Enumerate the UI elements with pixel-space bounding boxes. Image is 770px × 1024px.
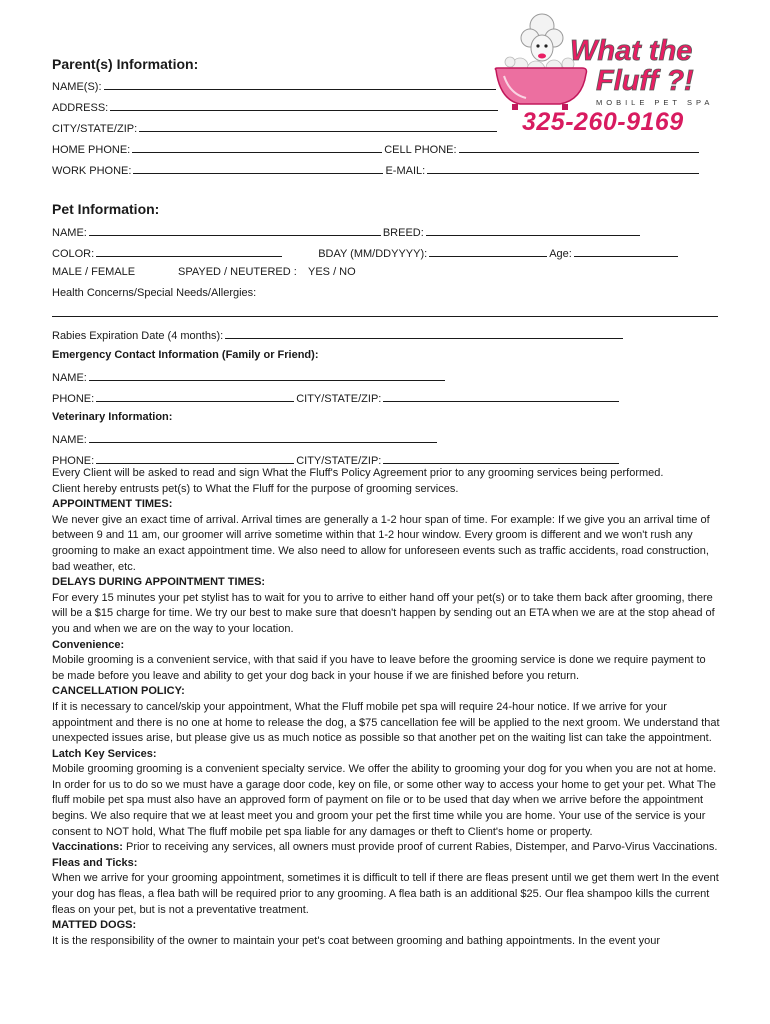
fleas-heading: Fleas and Ticks: <box>52 856 138 869</box>
appointment-times-heading: APPOINTMENT TIMES: <box>52 498 173 511</box>
email-field[interactable] <box>427 163 699 174</box>
vaccinations-heading: Vaccinations: <box>52 841 123 854</box>
color-row <box>52 246 680 260</box>
vet-name-field[interactable] <box>89 432 437 443</box>
health-field[interactable] <box>52 316 718 317</box>
spayed-options[interactable]: YES / NO <box>308 266 356 278</box>
pet-name-label: NAME: <box>52 227 87 239</box>
pet-name-field[interactable] <box>89 225 381 236</box>
matted-heading: MATTED DOGS: <box>52 919 137 932</box>
emergency-title: Emergency Contact Information (Family or Friend): <box>52 349 319 361</box>
address-label: ADDRESS: <box>52 102 109 114</box>
parent-name-label: NAME(S): <box>52 81 102 93</box>
matted-text: It is the responsibility of the owner to maintain your pet's coat between grooming and bathing appointments. In the event your <box>52 934 661 947</box>
convenience-heading: Convenience: <box>52 638 125 651</box>
home-phone-label: HOME PHONE: <box>52 144 131 156</box>
vaccinations-paragraph <box>52 840 720 856</box>
convenience-text: Mobile grooming is a convenient service, with that said if you have to leave before the grooming service is done we require payment to be made before you leave and ability to get your dog back in your house if we are finished before you return. <box>52 654 706 682</box>
work-phone-row <box>52 163 701 177</box>
emergency-name-field[interactable] <box>89 370 445 381</box>
phone-number: 325-260-9169 <box>522 108 684 136</box>
parents-section-title: Parent(s) Information: <box>52 56 199 72</box>
emergency-name-label: NAME: <box>52 372 87 384</box>
vaccinations-text: Prior to receiving any services, all owners must provide proof of current Rabies, Distemper, and Parvo-Virus Vaccinations. <box>122 841 718 854</box>
brand-line2: Fluff ?! <box>596 65 694 97</box>
age-label: Age: <box>549 248 572 260</box>
work-phone-field[interactable] <box>133 163 383 174</box>
vet-title: Veterinary Information: <box>52 411 173 423</box>
bday-field[interactable] <box>429 246 547 257</box>
sex-row <box>52 266 356 278</box>
rabies-row <box>52 328 625 342</box>
emergency-city-field[interactable] <box>383 391 619 402</box>
parent-city-row <box>52 121 499 135</box>
vet-name-label: NAME: <box>52 434 87 446</box>
fleas-text: When we arrive for your grooming appointment, sometimes it is difficult to tell if there are fleas present until we get them wert In the event your dog has fleas, a flea bath will be required prior to any grooming. A flea bath is an additional $25. Our flea shampoo kills the current fleas on your pet, but is not a preventative treatment. <box>52 872 719 916</box>
health-row <box>52 287 256 299</box>
vet-phone-label: PHONE: <box>52 455 95 467</box>
breed-label: BREED: <box>382 227 424 239</box>
pet-section-title: Pet Information: <box>52 201 160 217</box>
work-phone-label: WORK PHONE: <box>52 165 132 177</box>
address-field[interactable] <box>110 100 498 111</box>
emergency-city-label: CITY/STATE/ZIP: <box>296 393 382 405</box>
parent-name-row <box>52 79 498 93</box>
brand-tagline: MOBILE PET SPA <box>596 98 714 107</box>
parent-city-field[interactable] <box>139 121 497 132</box>
latch-key-text: Mobile grooming grooming is a convenient specialty service. We offer the ability to grooming your dog for you when you are not at home. In order for us to do so we must have a garage door code, key on file, or some other way to access your home to get your pet. What The fluff mobile pet spa must also have an approved form of payment on file or to be used that day when we arrive before the appointment begins. We also require that we at least meet you and groom your pet the first time while you are home. Your use of the service is your consent to NOT hold, What The fluff mobile pet spa liable for any damages or theft to Client's home or property. <box>52 763 717 838</box>
cancellation-text: If it is necessary to cancel/skip your appointment, What the Fluff mobile pet spa will require 24-hour notice. If we arrive for your appointment and there is no one at home to release the dog, a $75 cancellation fee will be applied to the next groom. We understand that unexpected issues arise, but please give us as much notice as possible so that another pet on the waiting list can take the appointment. <box>52 700 720 745</box>
email-label: E-MAIL: <box>385 165 426 177</box>
home-phone-row <box>52 142 701 156</box>
appointment-times-text: We never give an exact time of arrival. Arrival times are generally a 1-2 hour span of time. For example: If we give you an arrival time of between 9 and 11 am, our groomer will arrive sometime within that 1-2 hour window. Every groom is different and we won't rush any grooming to make an exact appointment time. We also need to allow for unforeseen events such as traffic accidents, road construction, bad weather, etc. <box>52 513 710 573</box>
sex-options[interactable]: MALE / FEMALE <box>52 266 136 278</box>
vet-phone-field[interactable] <box>96 453 294 464</box>
cell-phone-label: CELL PHONE: <box>384 144 457 156</box>
color-label: COLOR: <box>52 248 95 260</box>
policy-intro-1: Every Client will be asked to read and sign What the Fluff's Policy Agreement prior to any grooming services being performed. <box>52 467 664 479</box>
color-field[interactable] <box>96 246 282 257</box>
parent-name-field[interactable] <box>104 79 496 90</box>
rabies-label: Rabies Expiration Date (4 months): <box>52 330 224 342</box>
vet-city-label: CITY/STATE/ZIP: <box>296 455 382 467</box>
emergency-name-row <box>52 370 447 384</box>
policy-intro-2: Client hereby entrusts pet(s) to What the Fluff for the purpose of grooming services. <box>52 482 459 495</box>
spayed-label: SPAYED / NEUTERED : <box>178 266 297 278</box>
policy-block <box>52 466 720 949</box>
vet-phone-row <box>52 453 621 467</box>
cancellation-heading: CANCELLATION POLICY: <box>52 685 185 698</box>
breed-field[interactable] <box>426 225 640 236</box>
latch-key-heading: Latch Key Services: <box>52 747 157 760</box>
emergency-phone-field[interactable] <box>96 391 294 402</box>
pet-name-row <box>52 225 642 239</box>
parent-city-label: CITY/STATE/ZIP: <box>52 123 138 135</box>
home-phone-field[interactable] <box>132 142 382 153</box>
brand-line1: What the <box>570 35 693 67</box>
health-label: Health Concerns/Special Needs/Allergies: <box>52 287 257 299</box>
cell-phone-field[interactable] <box>459 142 699 153</box>
emergency-phone-label: PHONE: <box>52 393 95 405</box>
emergency-phone-row <box>52 391 621 405</box>
bday-label: BDAY (MM/DDYYYY): <box>318 248 428 260</box>
vet-city-field[interactable] <box>383 453 619 464</box>
address-row <box>52 100 500 114</box>
rabies-field[interactable] <box>225 328 623 339</box>
delays-text: For every 15 minutes your pet stylist has to wait for you to arrive to either hand off your pet(s) or to take them back after grooming, there will be a $15 charge for time. We try our best to make sure that doesn't happen by sending out an ETA when we are at the stop ahead of you and when we are on the way to your location. <box>52 591 715 635</box>
age-field[interactable] <box>574 246 678 257</box>
vet-name-row <box>52 432 439 446</box>
delays-heading: DELAYS DURING APPOINTMENT TIMES: <box>52 576 266 589</box>
